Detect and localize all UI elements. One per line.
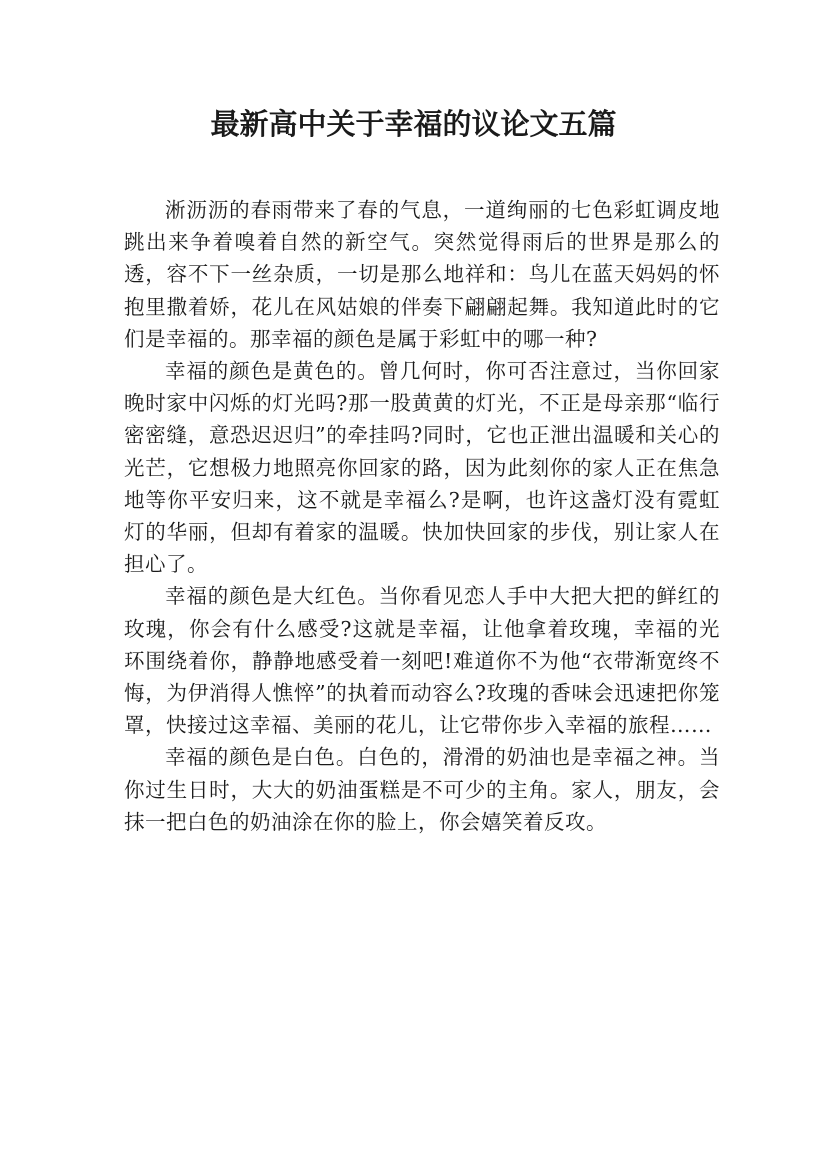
document-body [124, 194, 720, 838]
paragraph-2: 幸福的颜色是黄色的。曾几何时，你可否注意过，当你回家晚时家中闪烁的灯光吗?那一股黄黄的灯光，不正是母亲那“临行密密缝，意恐迟迟归”的牵挂吗?同时，它也正泄出温暖和关心的光芒，它想极力地照亮你回家的路，因为此刻你的家人正在焦急地等你平安归来，这不就是幸福么?是啊，也许这盏灯没有霓虹灯的华丽，但却有着家的温暖。快加快回家的步伐，别让家人在担心了。 [124, 359, 720, 577]
paragraph-3: 幸福的颜色是大红色。当你看见恋人手中大把大把的鲜红的玫瑰，你会有什么感受?这就是幸福，让他拿着玫瑰，幸福的光环围绕着你，静静地感受着一刻吧!难道你不为他“衣带渐宽终不悔，为伊消得人憔悴”的执着而动容么?玫瑰的香味会迅速把你笼罩，快接过这幸福、美丽的花儿，让它带你步入幸福的旅程…… [124, 584, 720, 738]
paragraph-4: 幸福的颜色是白色。白色的，滑滑的奶油也是幸福之神。当你过生日时，大大的奶油蛋糕是不可少的主角。家人，朋友，会抹一把白色的奶油涂在你的脸上，你会嬉笑着反攻。 [124, 745, 720, 834]
page-title: 最新高中关于幸福的议论文五篇 [210, 107, 617, 141]
paragraph-1: 淅沥沥的春雨带来了春的气息，一道绚丽的七色彩虹调皮地跳出来争着嗅着自然的新空气。突然觉得雨后的世界是那么的透，容不下一丝杂质，一切是那么地祥和：鸟儿在蓝天妈妈的怀抱里撒着娇，花儿在风姑娘的伴奏下翩翩起舞。我知道此时的它们是幸福的。那幸福的颜色是属于彩虹中的哪一种? [124, 198, 720, 351]
